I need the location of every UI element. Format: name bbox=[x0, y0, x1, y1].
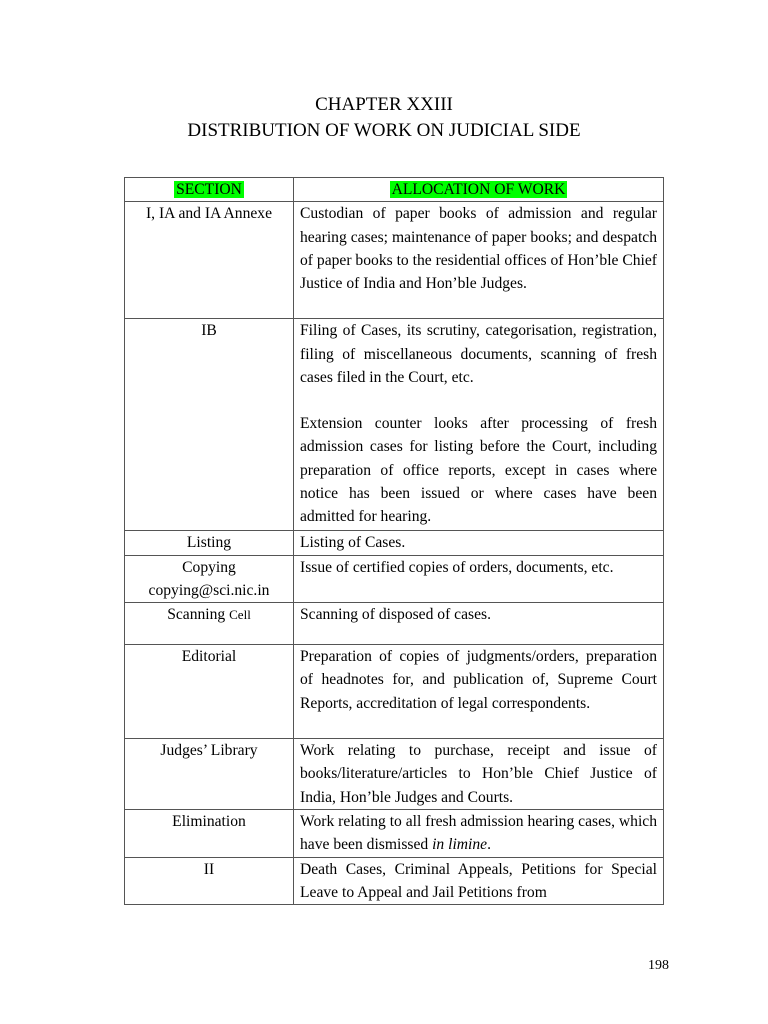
allocation-column-header bbox=[294, 178, 664, 202]
section-cell: II bbox=[125, 857, 294, 905]
allocation-cell: Issue of certified copies of orders, documents, etc. bbox=[294, 555, 664, 603]
table-row bbox=[125, 603, 664, 645]
page-number: 198 bbox=[648, 958, 669, 973]
allocation-cell: Scanning of disposed of cases. bbox=[294, 603, 664, 645]
allocation-cell: Listing of Cases. bbox=[294, 531, 664, 555]
allocation-paragraph: Extension counter looks after processing of fresh admission cases for listing before the Court, including preparation of office reports, except in cases where notice has been issued or where cases have been admitted for hearing. bbox=[300, 415, 657, 526]
section-name: Copying bbox=[182, 558, 236, 576]
chapter-heading bbox=[0, 92, 768, 144]
section-header-label: SECTION bbox=[176, 181, 242, 198]
table-row bbox=[125, 857, 664, 905]
allocation-text: Work relating to all fresh admission hearing cases, which have been dismissed bbox=[300, 813, 657, 854]
allocation-cell: Custodian of paper books of admission and regular hearing cases; maintenance of paper books; and despatch of paper books to the residential offices of Hon’ble Chief Justice of India and Hon’ble Judges. bbox=[294, 202, 664, 319]
section-name: Scanning bbox=[167, 606, 226, 624]
section-email: copying@sci.nic.in bbox=[148, 581, 270, 599]
allocation-italic-text: in limine bbox=[432, 836, 488, 854]
allocation-cell: Work relating to purchase, receipt and issue of books/literature/articles to Hon’ble Chief Justice of India, Hon’ble Judges and Courts. bbox=[294, 739, 664, 810]
allocation-cell: Preparation of copies of judgments/orders, preparation of headnotes for, and publication of, Supreme Court Reports, accreditation of legal correspondents. bbox=[294, 645, 664, 739]
section-cell: Listing bbox=[125, 531, 294, 555]
chapter-number: CHAPTER XXIII bbox=[315, 94, 453, 115]
table-row bbox=[125, 319, 664, 531]
section-cell: Judges’ Library bbox=[125, 739, 294, 810]
section-cell: Elimination bbox=[125, 810, 294, 858]
allocation-header-label: ALLOCATION OF WORK bbox=[391, 181, 566, 198]
section-cell: I, IA and IA Annexe bbox=[125, 202, 294, 319]
allocation-cell bbox=[294, 810, 664, 858]
section-cell bbox=[125, 555, 294, 603]
work-distribution-table bbox=[124, 177, 664, 905]
section-cell: IB bbox=[125, 319, 294, 531]
allocation-cell: Death Cases, Criminal Appeals, Petitions for Special Leave to Appeal and Jail Petitions from bbox=[294, 857, 664, 905]
table-row bbox=[125, 645, 664, 739]
allocation-cell bbox=[294, 319, 664, 531]
section-cell: Editorial bbox=[125, 645, 294, 739]
table-row bbox=[125, 810, 664, 858]
chapter-title: DISTRIBUTION OF WORK ON JUDICIAL SIDE bbox=[187, 120, 581, 141]
table-row bbox=[125, 739, 664, 810]
table-row bbox=[125, 531, 664, 555]
allocation-text-end: . bbox=[487, 836, 492, 854]
section-suffix: Cell bbox=[229, 607, 251, 623]
section-column-header bbox=[125, 178, 294, 202]
table-header-row bbox=[125, 178, 664, 202]
table-row bbox=[125, 202, 664, 319]
allocation-paragraph: Filing of Cases, its scrutiny, categorisation, registration, filing of miscellaneous documents, scanning of fresh cases filed in the Court, etc. bbox=[300, 322, 657, 386]
table-row bbox=[125, 555, 664, 603]
section-cell bbox=[125, 603, 294, 645]
